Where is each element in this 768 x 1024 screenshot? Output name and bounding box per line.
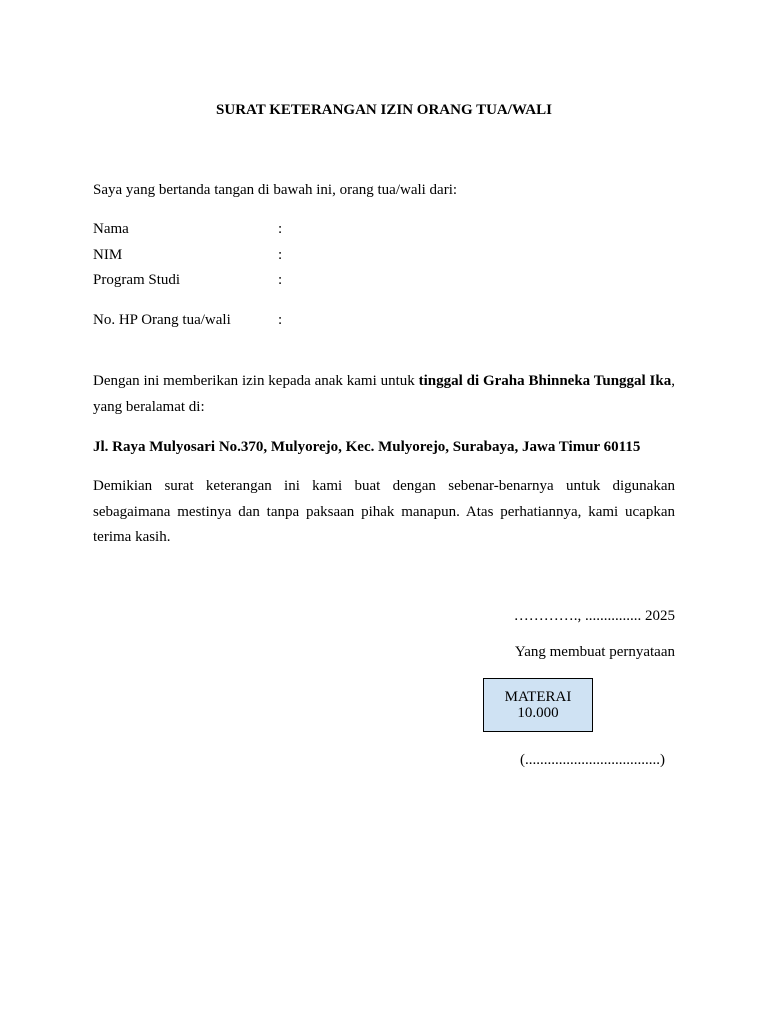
field-label-nama: Nama bbox=[93, 221, 129, 237]
field-label-program-studi: Program Studi bbox=[93, 272, 181, 288]
field-label-nim: NIM bbox=[93, 247, 123, 263]
signature-name-line: (....................................) bbox=[520, 752, 665, 768]
materai-value: 10.000 bbox=[517, 705, 559, 721]
letter-title: SURAT KETERANGAN IZIN ORANG TUA/WALI bbox=[216, 102, 552, 118]
permission-text-bold: tinggal di Graha Bhinneka Tunggal Ika bbox=[418, 373, 672, 389]
field-label-no-hp: No. HP Orang tua/wali bbox=[93, 312, 231, 328]
date-line: …………., ............... 2025 bbox=[513, 608, 675, 624]
intro-text: Saya yang bertanda tangan di bawah ini, orang tua/wali dari: bbox=[93, 182, 458, 198]
field-colon-program-studi: : bbox=[278, 272, 283, 288]
materai-stamp-box bbox=[483, 678, 593, 732]
field-colon-no-hp: : bbox=[278, 312, 283, 328]
address-line: Jl. Raya Mulyosari No.370, Mulyorejo, Kec. Mulyorejo, Surabaya, Jawa Timur 60115 bbox=[93, 439, 641, 455]
field-colon-nama: : bbox=[278, 221, 283, 237]
field-colon-nim: : bbox=[278, 247, 283, 263]
materai-label: MATERAI bbox=[504, 689, 572, 705]
closing-paragraph: Demikian surat keterangan ini kami buat dengan sebenar-benarnya untuk digunakan sebagaimana mestinya dan tanpa paksaan pihak manapun. Atas perhatiannya, kami ucapkan terima kasih. bbox=[93, 478, 675, 545]
permission-text-start: Dengan ini memberikan izin kepada anak kami untuk bbox=[93, 373, 419, 389]
permission-text-end: , yang beralamat di: bbox=[93, 373, 675, 415]
signer-label: Yang membuat pernyataan bbox=[514, 644, 675, 660]
permission-paragraph bbox=[93, 369, 675, 420]
